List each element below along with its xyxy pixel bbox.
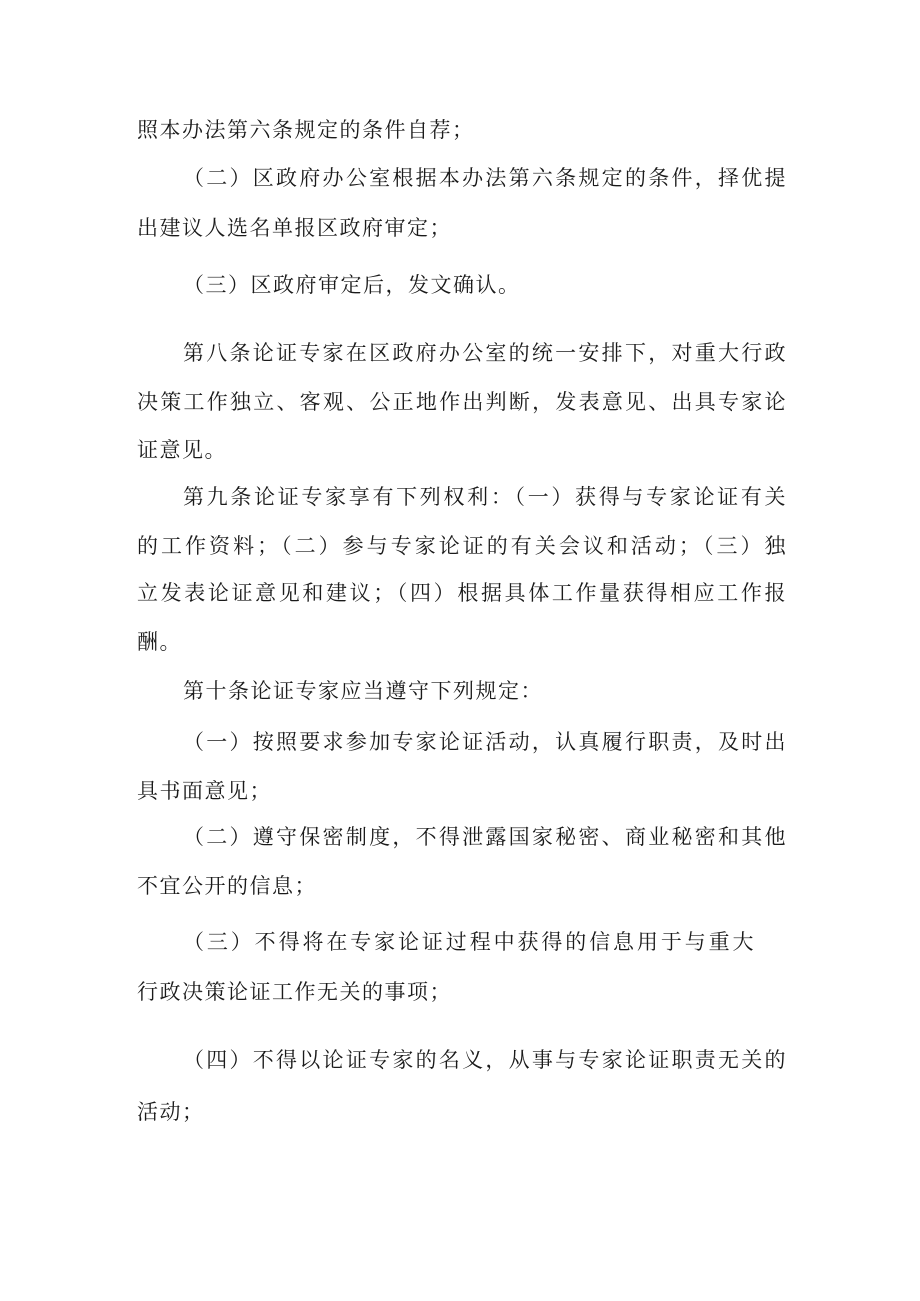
text-line: 照本办法第六条规定的条件自荐； [137, 118, 475, 142]
text-line: 不宜公开的信息； [137, 874, 317, 898]
text-line: （二）区政府办公室根据本办法第六条规定的条件，择优提 [183, 166, 787, 190]
text-line: 决策工作独立、客观、公正地作出判断，发表意见、出具专家论 [137, 390, 787, 414]
text-line: 出建议人选名单报区政府审定； [137, 216, 452, 240]
text-line: 第九条论证专家享有下列权利：（一）获得与专家论证有关 [183, 485, 787, 509]
text-line: 第十条论证专家应当遵守下列规定： [183, 679, 543, 703]
text-line: （三）区政府审定后，发文确认。 [183, 273, 521, 297]
text-line: 证意见。 [137, 438, 227, 462]
text-line: 立发表论证意见和建议；（四）根据具体工作量获得相应工作报 [137, 581, 787, 605]
text-line: （一）按照要求参加专家论证活动，认真履行职责，及时出 [183, 730, 787, 754]
text-line: 行政决策论证工作无关的事项； [137, 980, 452, 1004]
text-line: （四）不得以论证专家的名义，从事与专家论证职责无关的 [183, 1048, 787, 1072]
text-line: 的工作资料；（二）参与专家论证的有关会议和活动；（三）独 [137, 534, 787, 558]
text-line: 具书面意见； [137, 779, 272, 803]
text-line: （三）不得将在专家论证过程中获得的信息用于与重大 [183, 930, 755, 954]
text-line: 活动； [137, 1100, 205, 1124]
text-line: 第八条论证专家在区政府办公室的统一安排下，对重大行政 [183, 341, 787, 365]
text-line: （二）遵守保密制度，不得泄露国家秘密、商业秘密和其他 [183, 825, 787, 849]
text-line: 酬。 [137, 630, 182, 654]
